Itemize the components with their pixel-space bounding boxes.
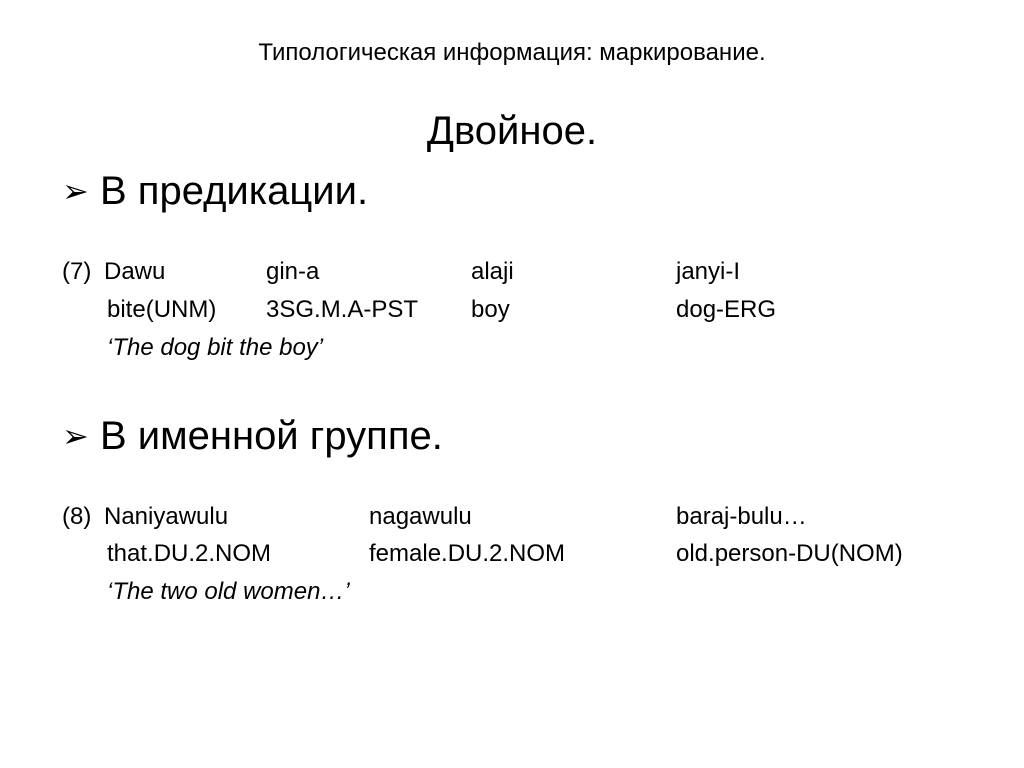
example-translation: ‘The dog bit the boy’ xyxy=(107,334,324,361)
example-word: janyi-I xyxy=(676,258,741,285)
example-gloss: boy xyxy=(471,296,510,323)
example-gloss: female.DU.2.NOM xyxy=(369,540,566,567)
example-word: nagawulu xyxy=(369,503,472,530)
bullet-predication-text: В предикации. xyxy=(100,169,369,213)
header-title: Типологическая информация: маркирование. xyxy=(258,39,766,66)
example-gloss: old.person-DU(NOM) xyxy=(676,540,903,567)
arrow-bullet-icon: ➢ xyxy=(62,173,89,209)
example-word: baraj-bulu… xyxy=(676,503,807,530)
arrow-bullet-icon: ➢ xyxy=(62,418,89,454)
bullet-noun-phrase xyxy=(62,411,443,461)
bullet-predication xyxy=(62,166,368,216)
example-gloss: bite(UNM) xyxy=(107,296,217,323)
example-gloss: dog-ERG xyxy=(676,296,777,323)
example-word: Dawu xyxy=(104,258,166,285)
example-translation: ‘The two old women…’ xyxy=(107,578,350,605)
example-gloss: 3SG.M.A-PST xyxy=(266,296,419,323)
example-word: gin-a xyxy=(266,258,320,285)
example-number: (7) xyxy=(62,258,92,285)
example-word: alaji xyxy=(471,258,514,285)
bullet-noun-phrase-text: В именной группе. xyxy=(100,414,443,458)
example-word: Naniyawulu xyxy=(104,503,229,530)
example-number: (8) xyxy=(62,503,92,530)
slide-heading: Двойное. xyxy=(426,109,598,153)
example-gloss: that.DU.2.NOM xyxy=(107,540,272,567)
